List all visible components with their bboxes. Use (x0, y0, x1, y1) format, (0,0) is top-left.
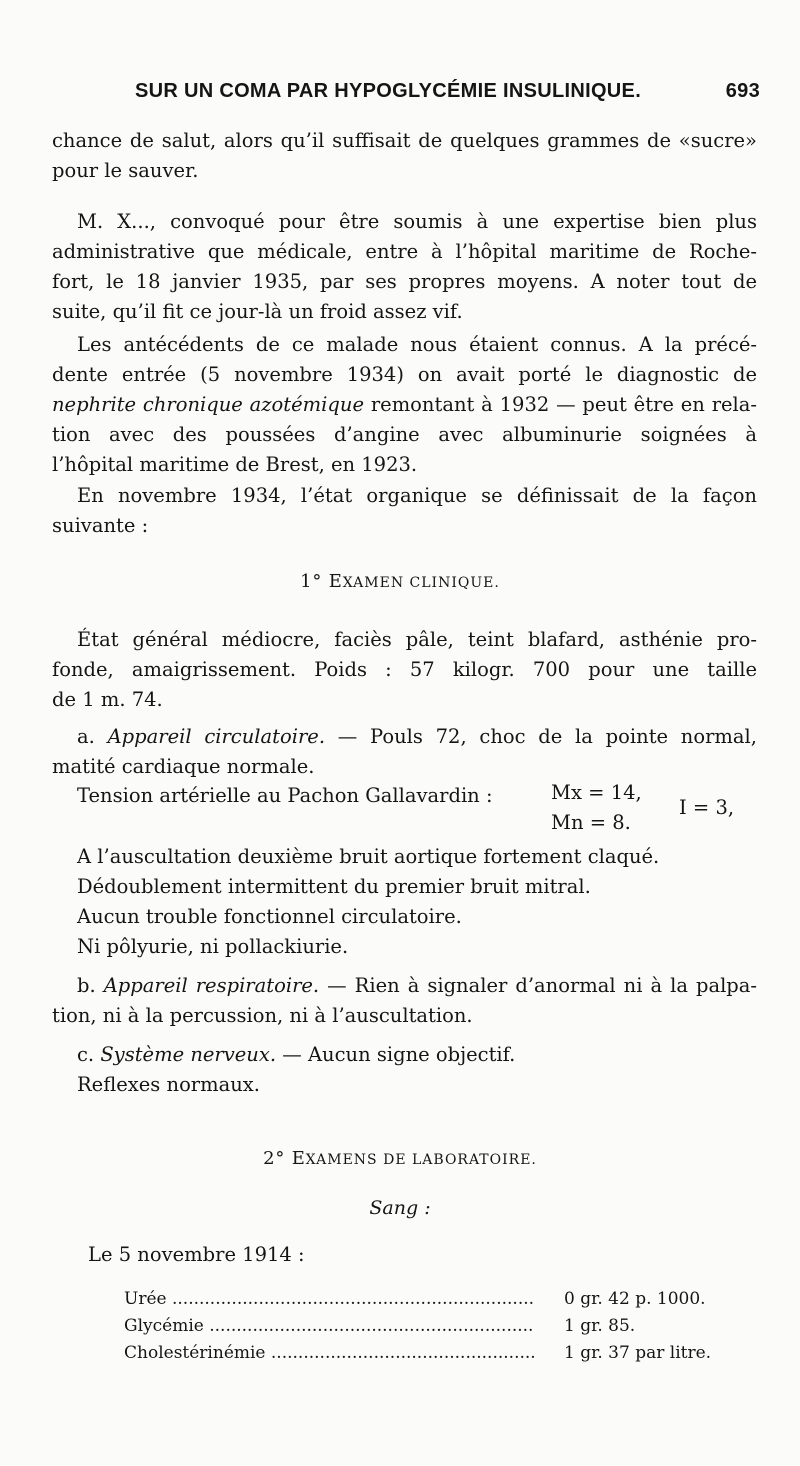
row-label: Glycémie ..... (124, 1316, 534, 1336)
text-line: de 1 m. 74. (52, 688, 163, 711)
italic-term: Appareil circulatoire. (107, 725, 326, 748)
text-line: En novembre 1934, l’état organique se définissait de la façon (77, 484, 757, 507)
italic-term: Appareil respiratoire. (103, 974, 320, 997)
tension-mn: Mn = 8. (551, 811, 631, 834)
text-line: Reflexes normaux. (77, 1073, 261, 1096)
text-line: dente entrée (5 novembre 1934) on avait porté le diagnostic de (52, 363, 757, 386)
row-label: Urée ..... (124, 1289, 534, 1309)
text-line: c. Système nerveux. — Aucun signe objectif. (77, 1043, 516, 1066)
italic-term: nephrite chronique azotémique (52, 393, 364, 416)
section-heading: 2° EXAMENS DE LABORATOIRE. (263, 1148, 537, 1169)
tension-mx: Mx = 14, (551, 781, 642, 804)
section-heading: 1° EXAMEN CLINIQUE. (300, 571, 500, 592)
subheading-sang: Sang : (369, 1197, 431, 1219)
text-line: tion, ni à la percussion, ni à l’auscultation. (52, 1004, 473, 1027)
text-line: Dédoublement intermittent du premier bruit mitral. (77, 875, 591, 898)
row-value: 1 gr. 37 par litre. (564, 1343, 712, 1363)
italic-term: Système nerveux. (100, 1043, 277, 1066)
tension-i: I = 3, (679, 796, 735, 819)
date-line: Le 5 novembre 1914 : (88, 1243, 305, 1266)
text-line: Aucun trouble fonctionnel circulatoire. (77, 905, 462, 928)
row-value: 1 gr. 85. (564, 1316, 636, 1336)
running-title: SUR UN COMA PAR HYPOGLYCÉMIE INSULINIQUE. (135, 80, 642, 102)
tension-label: Tension artérielle au Pachon Gallavardin : (77, 784, 493, 807)
text-line: Les antécédents de ce malade nous étaient connus. A la précé- (77, 333, 757, 356)
text-line: matité cardiaque normale. (52, 755, 315, 778)
text-line: administrative que médicale, entre à l’hôpital maritime de Roche- (52, 240, 757, 263)
text-line: État général médiocre, faciès pâle, teint blafard, asthénie pro- (77, 628, 757, 651)
text-line: a. Appareil circulatoire. — Pouls 72, choc de la pointe normal, (77, 725, 757, 748)
row-label: Cholestérinémie ..... (124, 1343, 534, 1363)
text-line: b. Appareil respiratoire. — Rien à signaler d’anormal ni à la palpa- (77, 974, 757, 997)
text-line: nephrite chronique azotémique remontant à 1932 — peut être en rela- (52, 393, 758, 416)
text-line: pour le sauver. (52, 159, 199, 182)
text-line: A l’auscultation deuxième bruit aortique fortement claqué. (77, 845, 660, 868)
page-number: 693 (725, 80, 760, 102)
text-line: l’hôpital maritime de Brest, en 1923. (52, 453, 418, 476)
text-line: suivante : (52, 514, 149, 537)
text-line: suite, qu’il fit ce jour-là un froid assez vif. (52, 300, 463, 323)
text-line: tion avec des poussées d’angine avec albuminurie soignées à (52, 423, 757, 446)
row-value: 0 gr. 42 p. 1000. (564, 1289, 706, 1309)
text-line: Ni pôlyurie, ni pollackiurie. (77, 935, 349, 958)
text-line: chance de salut, alors qu’il suffisait de quelques grammes de «sucre» (52, 129, 757, 152)
text-line: M. X..., convoqué pour être soumis à une expertise bien plus (77, 210, 757, 233)
text-line: fonde, amaigrissement. Poids : 57 kilogr. 700 pour une taille (52, 658, 757, 681)
text-line: fort, le 18 janvier 1935, par ses propres moyens. A noter tout de (52, 270, 757, 293)
